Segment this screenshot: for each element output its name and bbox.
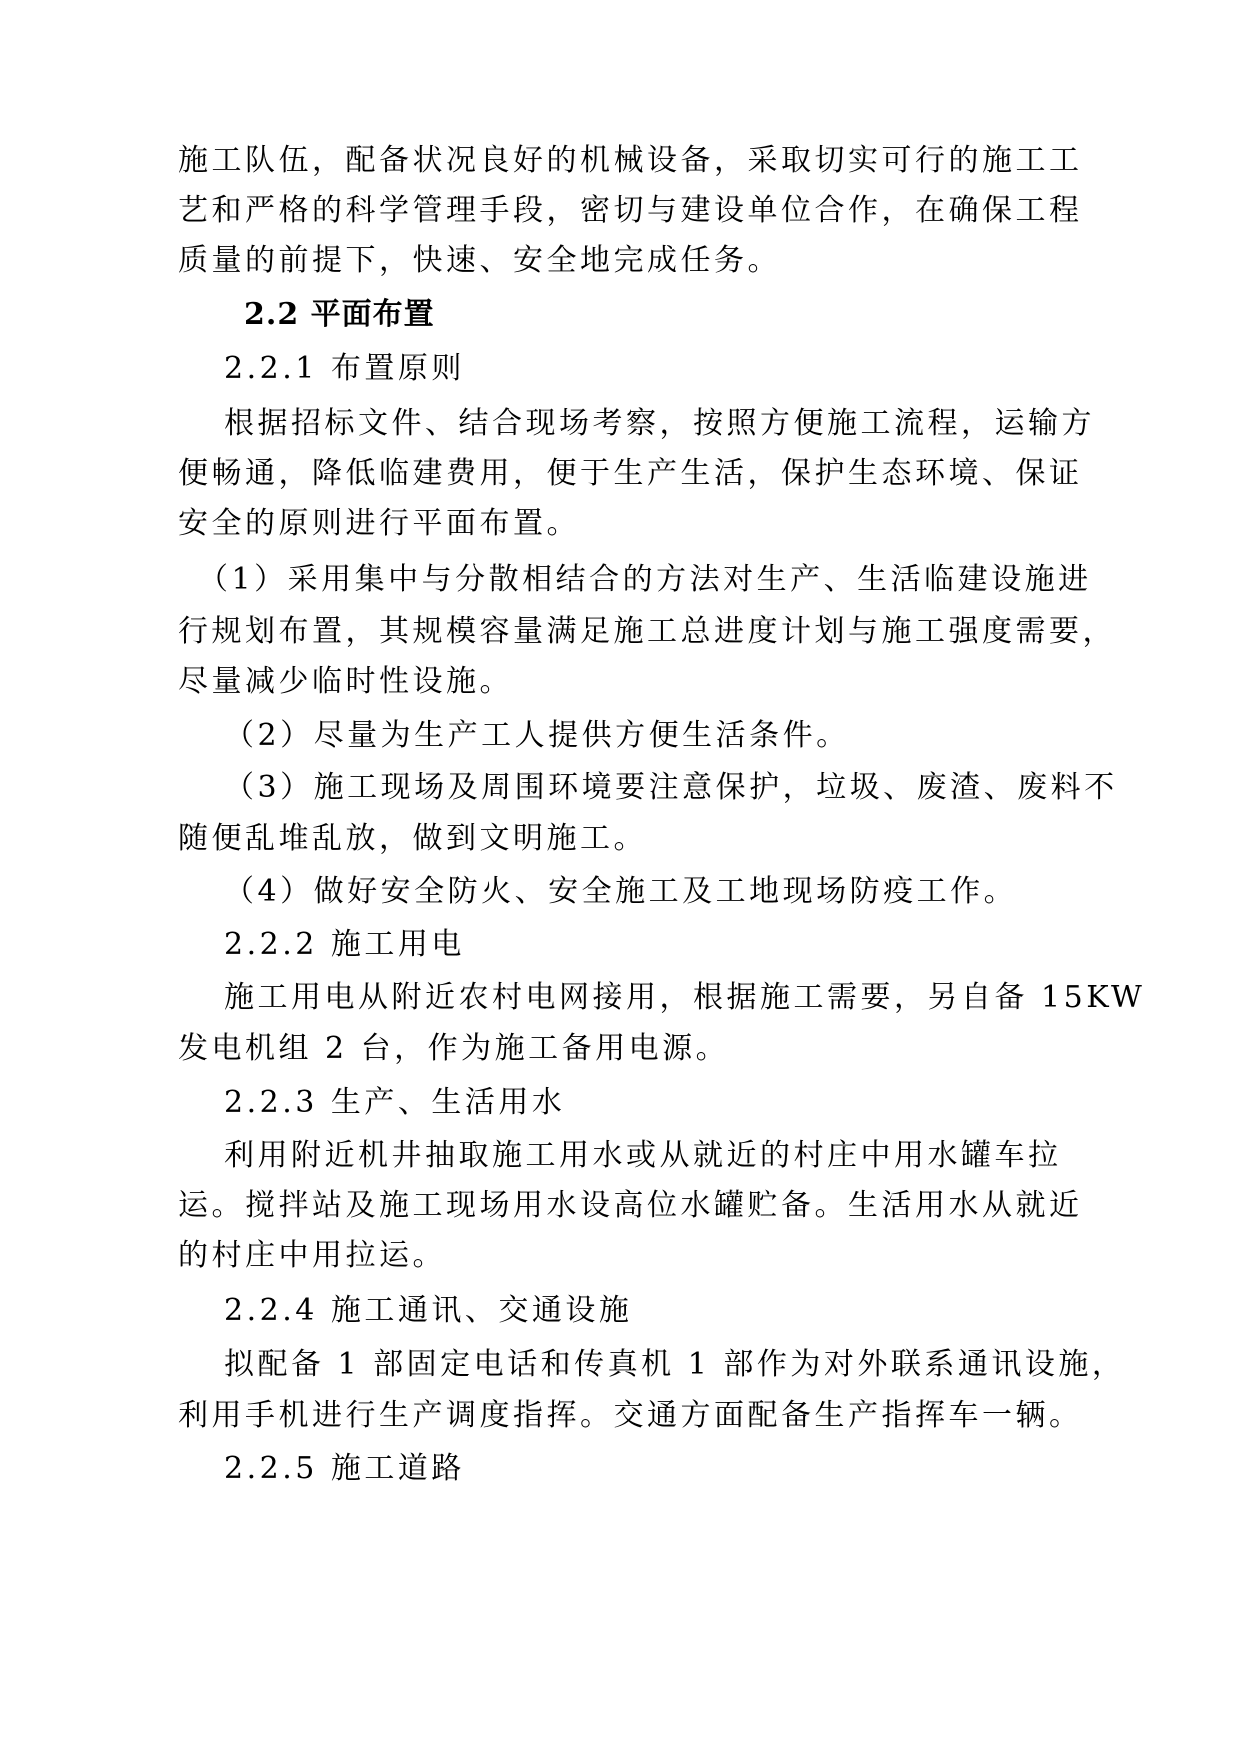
- paragraph-line: 施工队伍，配备状况良好的机械设备，采取切实可行的施工工: [178, 143, 1083, 178]
- paragraph-line: 尽量减少临时性设施。: [178, 664, 513, 699]
- paragraph-line: 利用附近机井抽取施工用水或从就近的村庄中用水罐车拉: [224, 1138, 1062, 1173]
- paragraph-line: 施工用电从附近农村电网接用，根据施工需要，另自备 15KW: [224, 980, 1146, 1015]
- paragraph-line: 拟配备 1 部固定电话和传真机 1 部作为对外联系通讯设施，: [224, 1347, 1126, 1382]
- section-heading: 2.2 平面布置: [244, 297, 435, 332]
- paragraph-line: 质量的前提下，快速、安全地完成任务。: [178, 243, 781, 278]
- paragraph-line: 随便乱堆乱放，做到文明施工。: [178, 821, 647, 856]
- subsection-heading: 2.2.3 生产、生活用水: [224, 1085, 566, 1120]
- list-item-line: （2）尽量为生产工人提供方便生活条件。: [224, 718, 850, 753]
- paragraph-line: 艺和严格的科学管理手段，密切与建设单位合作，在确保工程: [178, 193, 1083, 228]
- list-item-line: （1）采用集中与分散相结合的方法对生产、生活临建设施进: [198, 562, 1092, 597]
- subsection-heading: 2.2.4 施工通讯、交通设施: [224, 1293, 633, 1328]
- paragraph-line: 行规划布置，其规模容量满足施工总进度计划与施工强度需要，: [178, 614, 1116, 649]
- paragraph-line: 利用手机进行生产调度指挥。交通方面配备生产指挥车一辆。: [178, 1398, 1083, 1433]
- paragraph-line: 便畅通，降低临建费用，便于生产生活，保护生态环境、保证: [178, 456, 1083, 491]
- paragraph-line: 的村庄中用拉运。: [178, 1238, 446, 1273]
- list-item-line: （3）施工现场及周围环境要注意保护，垃圾、废渣、废料不: [224, 770, 1118, 805]
- paragraph-line: 安全的原则进行平面布置。: [178, 506, 580, 541]
- subsection-heading: 2.2.5 施工道路: [224, 1451, 465, 1486]
- subsection-heading: 2.2.2 施工用电: [224, 927, 465, 962]
- paragraph-line: 根据招标文件、结合现场考察，按照方便施工流程，运输方: [224, 406, 1095, 441]
- subsection-heading: 2.2.1 布置原则: [224, 351, 465, 386]
- paragraph-line: 运。搅拌站及施工现场用水设高位水罐贮备。生活用水从就近: [178, 1188, 1083, 1223]
- paragraph-line: 发电机组 2 台，作为施工备用电源。: [178, 1031, 730, 1066]
- list-item-line: （4）做好安全防火、安全施工及工地现场防疫工作。: [224, 874, 1018, 909]
